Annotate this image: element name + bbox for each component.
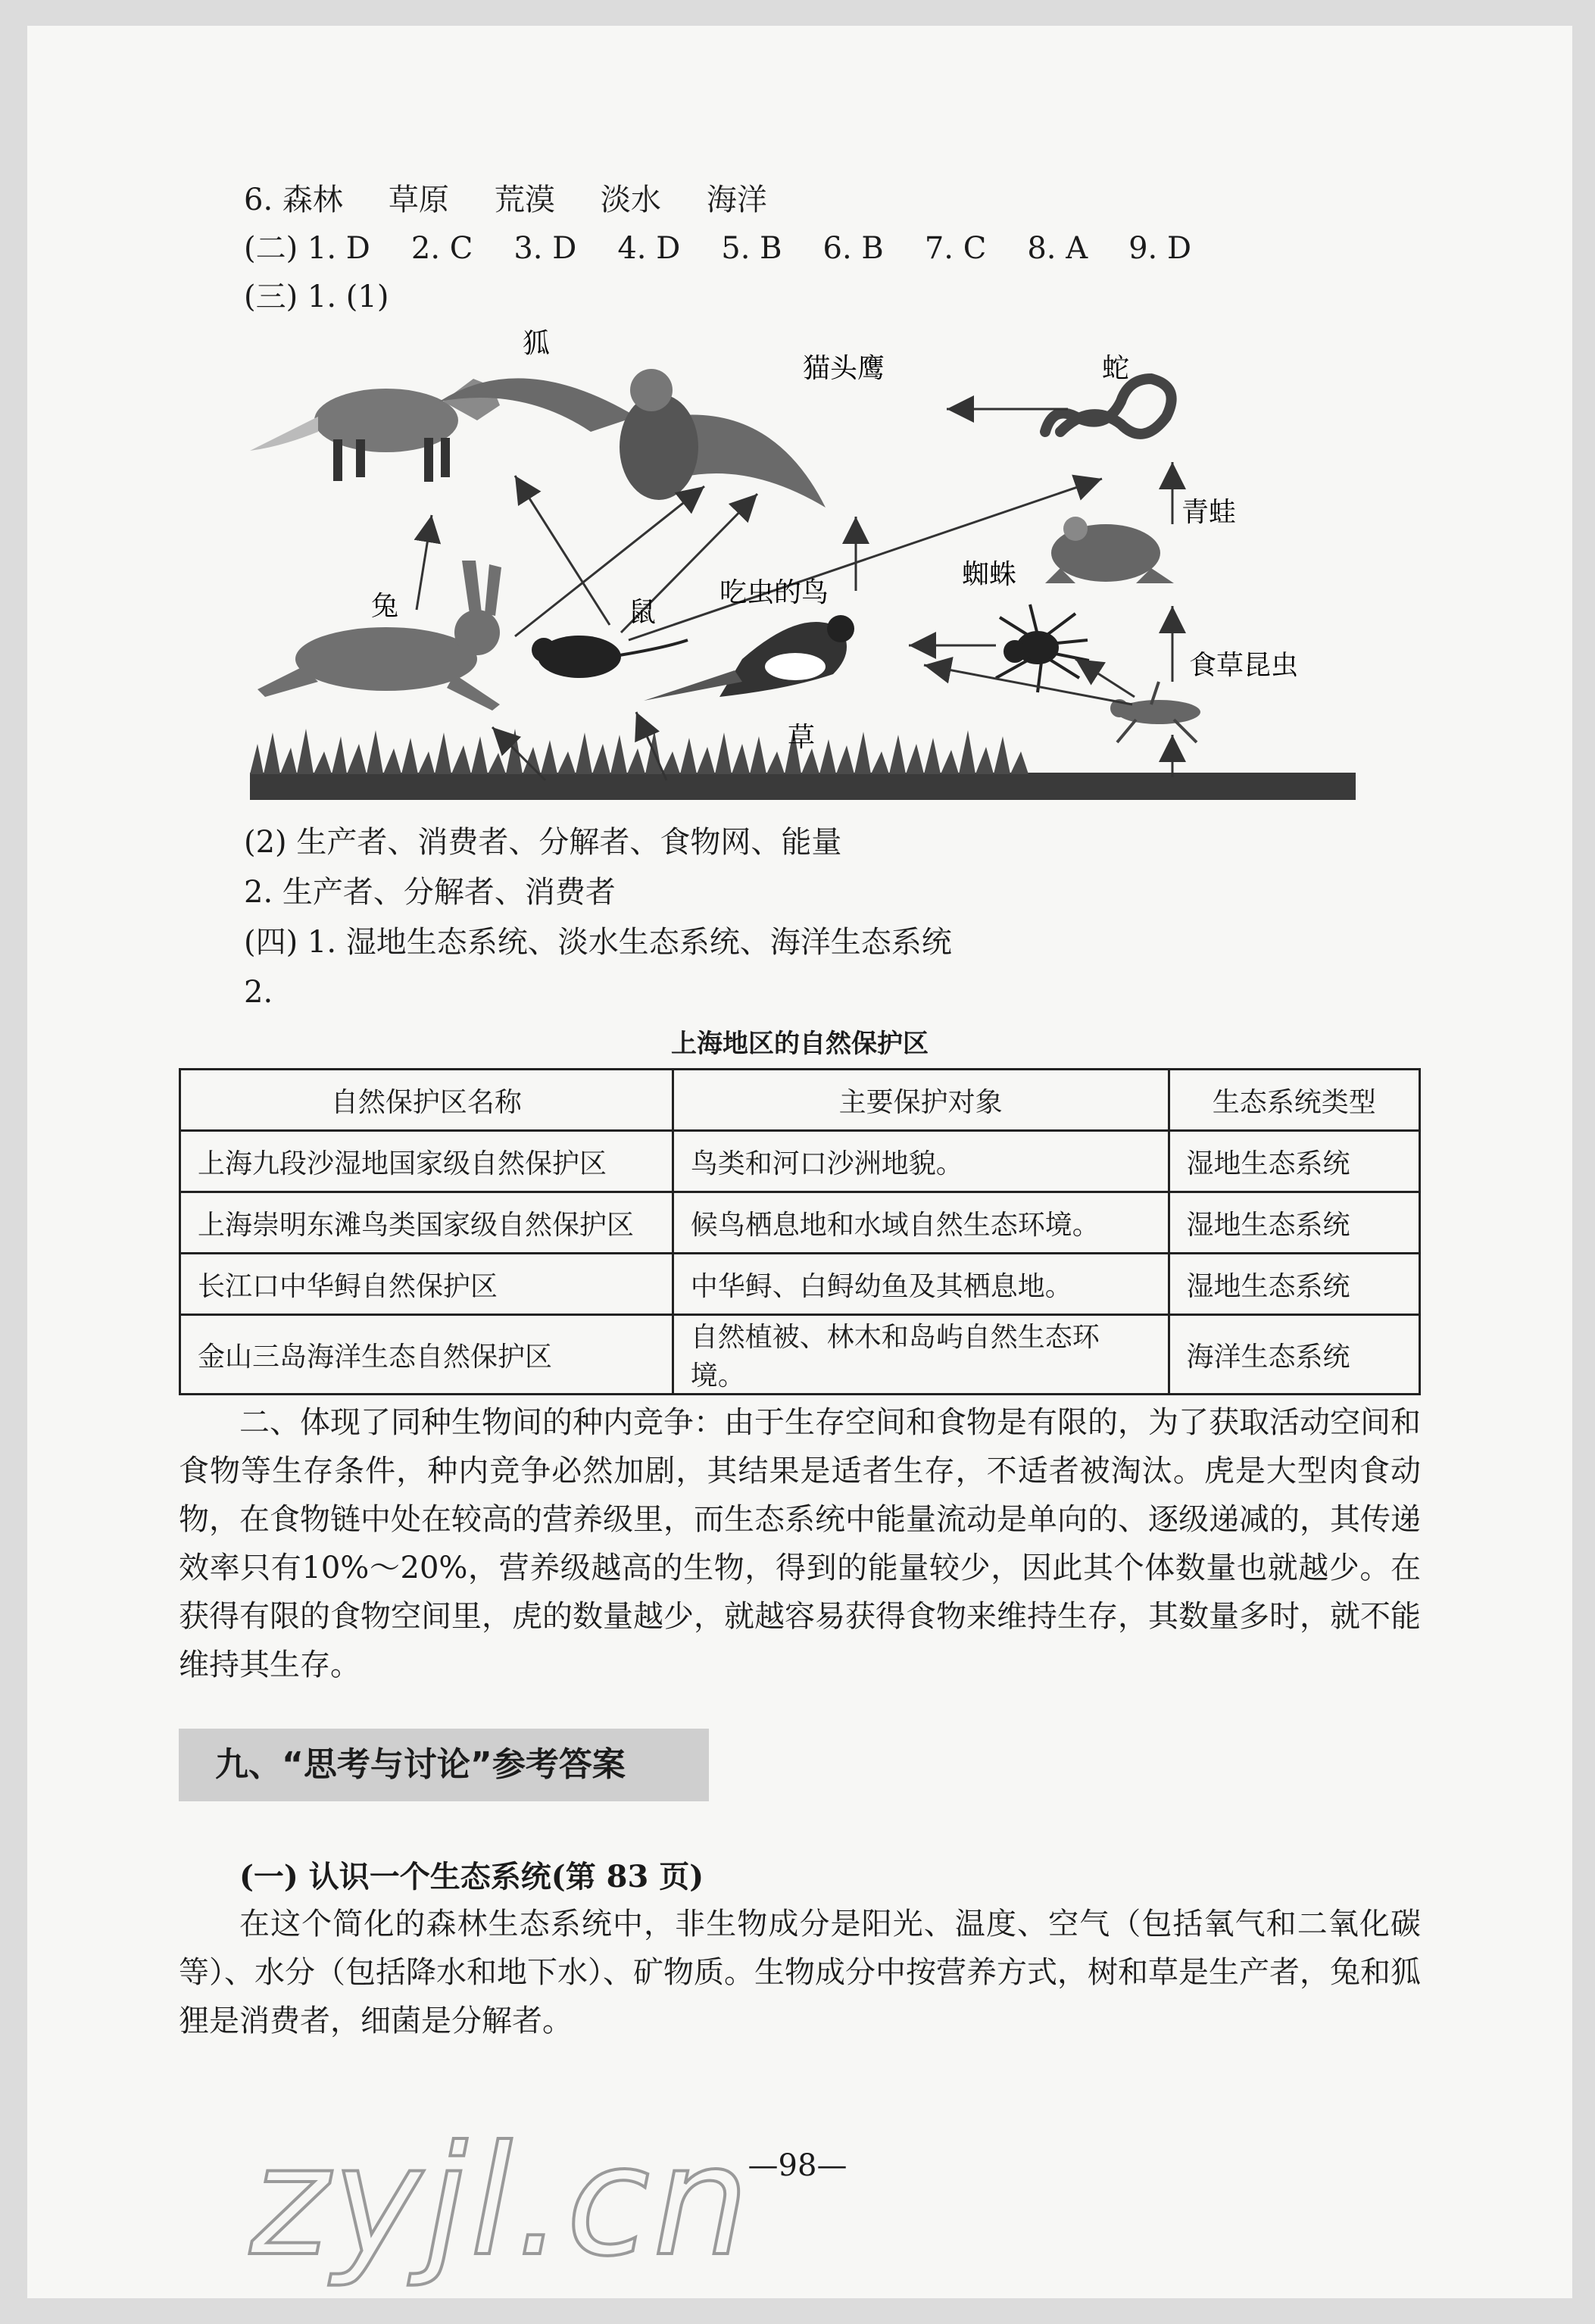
table-caption: 上海地区的自然保护区 (671, 1029, 929, 1059)
arrow-rabbit-fox (417, 515, 432, 610)
table-cell: 海洋生态系统 (1169, 1315, 1419, 1395)
label-insect: 食草昆虫 (1189, 650, 1299, 681)
table-row (180, 1315, 1420, 1395)
label-rabbit: 兔 (371, 591, 399, 622)
spider-icon (996, 604, 1089, 692)
label-mouse: 鼠 (629, 597, 657, 628)
table-header: 自然保护区名称 (180, 1070, 673, 1131)
bird-icon (644, 615, 854, 701)
table-header: 生态系统类型 (1169, 1070, 1419, 1131)
label-snake: 蛇 (1102, 353, 1130, 384)
section-3-part2: (2) 生产者、消费者、分解者、食物网、能量 (244, 825, 842, 860)
arrow-insect-spider (1075, 659, 1135, 697)
arrow-mouse-fox (515, 476, 610, 625)
answer-paragraph-2: 二、体现了同种生物间的种内竞争：由于生存空间和食物是有限的，为了获取活动空间和食物等生存条件，种内竞争必然加剧，其结果是适者生存，不适者被淘汰。虎是大型肉食动物，在食物链中处在较高的营养级里，而生态系统中能量流动是单向的、逐级递减的，其传递效率只有10%～20%，营养级越高的生物，得到的能量较少，因此其个体数量也就越少。在获得有限的食物空间里，虎的数量越少，就越容易获得食物来维持生存，其数量多时，就不能维持其生存。 (179, 1405, 1421, 1682)
table-cell: 候鸟栖息地和水域自然生态环境。 (673, 1192, 1169, 1254)
arrow-rabbit-owl (515, 486, 704, 636)
section-3-line: (三) 1. (1) (244, 280, 389, 314)
label-bird: 吃虫的鸟 (719, 577, 829, 608)
table-header-row (180, 1070, 1420, 1131)
table-cell: 上海崇明东滩鸟类国家级自然保护区 (180, 1192, 673, 1254)
table-cell: 湿地生态系统 (1169, 1192, 1419, 1254)
food-web-diagram (242, 326, 1363, 818)
snake-icon (1045, 379, 1172, 434)
table-cell: 湿地生态系统 (1169, 1131, 1419, 1192)
table-cell: 长江口中华鲟自然保护区 (180, 1254, 673, 1315)
table-header: 主要保护对象 (673, 1070, 1169, 1131)
answer-paragraph-3: 在这个简化的森林生态系统中，非生物成分是阳光、温度、空气（包括氧气和二氧化碳等）、水分（包括降水和地下水）、矿物质。生物成分中按营养方式，树和草是生产者，兔和狐狸是消费者，细菌是分解者。 (179, 1907, 1421, 2038)
table-cell: 金山三岛海洋生态自然保护区 (180, 1315, 673, 1395)
table-cell: 自然植被、林木和岛屿自然生态环境。 (673, 1315, 1169, 1395)
table-cell: 湿地生态系统 (1169, 1254, 1419, 1315)
section-4-item2: 2. (244, 975, 273, 1010)
label-fox: 狐 (523, 328, 551, 359)
frog-icon (1045, 517, 1174, 583)
label-frog: 青蛙 (1181, 497, 1237, 528)
table-cell: 上海九段沙湿地国家级自然保护区 (180, 1131, 673, 1192)
arrow-insect-bird (924, 665, 1132, 704)
rabbit-icon (258, 561, 501, 711)
label-grass: 草 (788, 722, 816, 753)
label-owl: 猫头鹰 (803, 353, 885, 384)
table-row (180, 1254, 1420, 1315)
nature-reserve-table (179, 1068, 1421, 1395)
table-row (180, 1131, 1420, 1192)
table-cell: 中华鲟、白鲟幼鱼及其栖息地。 (673, 1254, 1169, 1315)
subheading: (一) 认识一个生态系统(第 83 页) (239, 1859, 704, 1894)
arrow-mouse-snake (629, 479, 1102, 640)
answer-line-6: 6. 森林 草原 荒漠 淡水 海洋 (244, 183, 767, 217)
owl-icon (439, 369, 826, 508)
section-4-line: (四) 1. 湿地生态系统、淡水生态系统、海洋生态系统 (244, 925, 952, 960)
watermark: zyjl.cn (250, 2113, 752, 2290)
page-number: —98— (748, 2148, 847, 2183)
table-row (180, 1192, 1420, 1254)
answer-2: 2. 生产者、分解者、消费者 (244, 875, 616, 910)
section-heading: 九、“思考与讨论”参考答案 (179, 1729, 709, 1801)
label-spider: 蜘蛛 (962, 559, 1017, 590)
mouse-icon (532, 636, 688, 678)
table-cell: 鸟类和河口沙洲地貌。 (673, 1131, 1169, 1192)
choice-answers: (二) 1. D 2. C 3. D 4. D 5. B 6. B 7. C 8. A 9. D (244, 231, 1192, 266)
